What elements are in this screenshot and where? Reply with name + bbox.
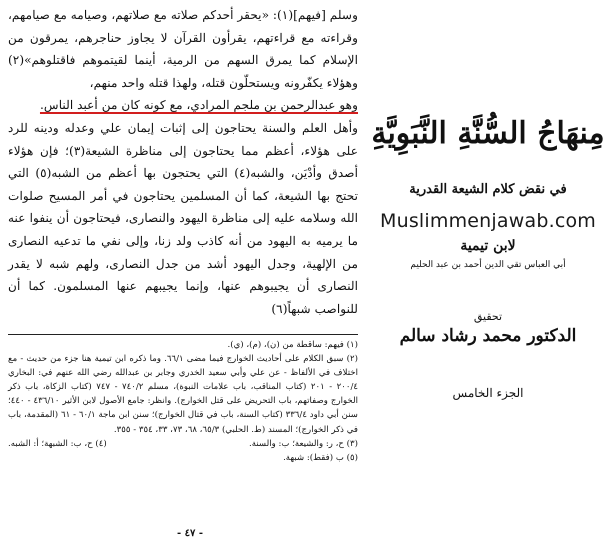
footnote-4: (٤) ح، ب: الشبهة؛ أ: الشبه. (8, 438, 107, 449)
footnotes (8, 338, 358, 465)
author-full-name: أبي العباس تقي الدين أحمد بن عبد الحليم (410, 260, 566, 270)
watermark: Muslimmenjawab.com (379, 210, 597, 232)
main-text (8, 4, 358, 320)
book-cover-info (370, 100, 606, 430)
book-subtitle: في نقض كلام الشيعة القدرية (409, 182, 567, 197)
footnote-separator (8, 334, 358, 335)
tahqiq-label: تحقيق (473, 310, 503, 323)
page-number: - ٤٧ - (176, 528, 204, 539)
paragraph-3: وأهل العلم والسنة يحتاجون إلى إثبات إيمان علي وعدله ودينه للرد على هؤلاء، أعظم مما يحتاجون إلى مناظرة الشيعة(٣)؛ فإن هؤلاء أصدق وأدْيَن، والشبه(٤) التي يحتجون بها أعظم من الشبه(٥) التي تحتج بها الشيعة، كما أن المسلمين يحتاجون في أمر المسيح صلوات الله وسلامه عليه إلى مناظرة اليهود والنصارى، فيحتاجون أن ينفوا عنه ما يرميه به اليهود من أنه كاذب ولد زنا، وإلى نفي ما تدعيه النصارى من الإلهية، وجدل اليهود أشد من جدل النصارى، ولهم شبه لا يقدر النصارى أن يجيبوهم عنها، وإنما يجيبهم عنها المسلمون. كما أن للنواصب شبهاً(٦) (8, 120, 358, 316)
volume-label: الجزء الخامس (452, 386, 524, 400)
footnote-1: (١) فيهم: ساقطة من (ن)، (م)، (ي). (227, 340, 358, 350)
author-name: لابن تيمية (460, 238, 516, 254)
editor-name: الدكتور محمد رشاد سالم (399, 326, 577, 346)
footnote-5: (٥) ب (فقط): شبهة. (283, 452, 358, 463)
paragraph-1: وسلم [فيهم](١): «يحقر أحدكم صلاته مع صلاتهم، وصيامه مع صيامهم، وقراءته مع قراءتهم، يقرأون القرآن لا يجاوز حناجرهم، يمرقون من الإسلام كما يمرق السهم من الرمية، أينما لقيتموهم فاقتلوهم»(٢) وهؤلاء يكفّرونه ويستحلّون قتله، ولهذا قتله واحد منهم، (8, 8, 358, 90)
footnote-row (8, 437, 358, 451)
footnote-3: (٣) ح، ر: والشيعة؛ ب: والسنة. (248, 438, 358, 449)
footnote-2: (٢) سبق الكلام على أحاديث الخوارج فيما مضى ٦٦/١. وما ذكره ابن تيمية هنا جزء من حديث - مع اختلاف في الألفاظ - عن علي وأبي سعيد الخدري وجابر بن عبدالله رضي الله عنهم في: البخاري ٢٠٠/٤ - ٢٠١ (كتاب المناقب، باب علامات النبوة)، مسلم ٧٤٠/٢ - ٧٤٧ (كتاب الزكاة، باب ذكر الخوارج وصفاتهم، باب التحريض على قتل الخوارج). وانظر: جامع الأصول لابن الأثير ٤٣٦/١٠ - ٤٤٠؛ سنن أبي داود ٣٣٦/٤ (كتاب السنة، باب في قتال الخوارج)؛ سنن ابن ماجة ٦٠/١ - ٦١ (المقدمة، باب في ذكر الخوارج)؛ المسند (ط. الحلبي) ٦٥/٣، ٦٨، ٧٣، ٣٣، ٣٥٤ - ٣٥٥. (8, 354, 359, 435)
book-title: مِنهَاجُ السُّنَّةِ النَّبَوِيَّةِ (371, 116, 605, 151)
paragraph-2: وهو عبدالرحمن بن ملجم المرادي، مع كونه كان من أعبد الناس. (39, 98, 358, 113)
